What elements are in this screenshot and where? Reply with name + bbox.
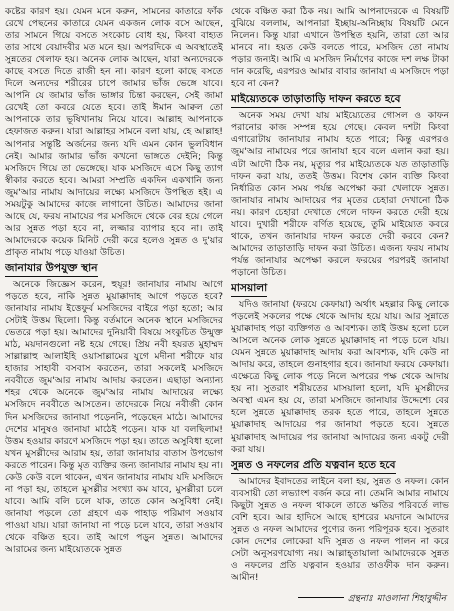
paragraph: কষ্টের কারণ হয়। যেমন মনে করুন, সামনের কাতারে ফাঁক রেখে পেছনের কাতারে যেমন একজন লোক বসে আছেন, তার সামনে গিয়ে বসতে সংকোচ বোধ হয়, কিংবা বাহ্যত তার সাথে বেয়াদবীর মত মনে হয়। অপরদিকে এ অবস্থাতেই সুন্নতের খেলাফ হয়। অনেক লোক আছেন, যারা অন্যদেরকে কাছে বসতে দিতে রাজী হন না। কারণ হলো কাছে বসতে দিলে অন্যদের শরীরের চাপে জামার ভাঁজ ভেঙ্গে যাবে। আপনি যে জামার ভাঁজ ভাঙ্গার চিন্তা করছেন, সেই জামা রেখেই তো কবরে যেতে হবে। তাই ঈমান আক্বল তো আপনাকে তার ভূষিখানায় নিয়ে যাবে। আল্লাহ আপনাকে হেফাজত করুন। যারা আল্লাহর সামনে বলা যায়, হে আল্লাহ! আপনার সন্তুষ্টি অর্জনের জন্য যদি এমন কোন ভুলবিধান নেই। আমার জামার ভাঁজ কখনো ভাঙ্গতে দেইনি; কিন্তু মসজিদে গিয়ে তা ভেঙ্গেছে। যাক মসজিদে এসে কিছু ত্যাগ স্বীকার করতে হবে। আমরা সম্প্রতি একদিন একখানি জন্য জুম'আর নামায আদায়ের লক্ষ্যে মসজিদে উপস্থিত হই। এ সময়টুকু আমাদের কাজে লাগানো উচিত। আমাদের জানা আছে যে, ফরয নামাযের পর মসজিদে থেকে বের হয়ে গেলে আর সুন্নত পড়া হবে না, লজ্জার ব্যাপার হবে না। তাই আমাদেরকে কয়েক মিনিট দেরী করে হলেও সুন্নত ও দু'য়ার প্রাকৃত নামায পড়ে যাওয়া উচিত।: [5, 6, 223, 258]
paragraph: আমাদের ইবাদতের লাইনে বলা হয়, সুন্নত ও নফল। কোন ব্যবসায়ী তো লভ্যাংশ বর্জন করে না। তেমনি আমার নামাযে কিছুটা সুন্নত ও নফল থাকলে তাতে ক্ষতির পরিবর্তে লাভ বেশি হবে। আর হাদিসে আছে হাশরের ময়দানে আমাদের সুন্নত ও নফল আমাদের পুণ্যের জন্য পরিপূরক হবে। সুতরাং কোন দেশের লোকেরা যদি সুন্নত ও নফল পালন না করে সেটা অনুসরণযোগ্য নয়। আল্লাহ্তায়ালা আমাদেরকে সুন্নত ও নফলের প্রতি যত্নবান হওয়ার তাওফীক দান করুন। আমীন!: [231, 475, 449, 583]
article-columns: [5, 6, 449, 591]
paragraph: অনেকে জিজ্ঞেস করেন, হুযূর! জানাযার নামায আগে পড়তে হবে, নাকি সুন্নত মুয়াক্কাদাহ আগে পড়তে হবে? জানাযার নামায ইত্তেফুর্ব মসজিদের বাইরে পড়া হতো; আর সেটাই উত্তম ছিলো। কিন্তু বর্তমানে অনেক স্থানে মসজিদের ভেতরে পড়া হয়। আমাদের দুনিয়াবী বিষয়ে সংকুচিত উন্মুক্ত মাঠ, ময়দানগুলো নষ্ট হয়ে গেছে। প্রিয় নবী হযরত মুহাম্মদ সাল্লাল্লাহু আলাইহি ওয়াসাল্লামের যুগে মদীনা শরীফে যার হাজার সাহাবী বসবাস করতেন, তারা সকলেই মসজিদে নববীতে জুম'আর নামায আদায় করতেন। এছাড়া অন্যান্য শহর থেকে অনেকে জুম'আর নামায আদায়ের লক্ষ্যে মসজিদে নববীতে আসতেন। তাদেরকে নিয়ে নবীজী কোন দিন মসজিদের জানাযা পড়েননি, পড়েছেন মাঠে। আমাদের দেশের মানুষও জানাযা মাঠেই পড়েন। যাক যা বলছিলাম! উত্তম হওয়ার কারণে মসজিদে পড়া হয়। তাতে অসুবিধা হলো যখন মুসল্লীদের আরাম হয়, তারা জানাযার বাতাস উপভোগ করতে পারেন। কিন্তু মৃত ব্যক্তির জন্য জানাযার নামায হয় না। কেউ কেউ বলে থাকেন, এখন জানাযার নামায যদি মসজিদে না পড়া হয়, তাহলে মুসল্লীর সংখ্যা কম যাবে, মুসল্লীরা চলে যাবে। আমি বলি চলে যাক, তাতে কোন অসুবিধা নেই। জানাযা পড়লে তো গ্রহণে এক পাহাড় পরিমাণ সওয়াব পাওয়া যায়। যারা জানাযা না পড়ে চলে যাবে, তারা সওয়াব থেকে বঞ্চিত হবে। তাই আগে পড়ুন সুন্নত। আমাদের আরামের জন্য মাইয়্যেতকে সুন্নত: [5, 278, 223, 556]
paragraph: যদিও জানাযা (ফরযে কেফায়া) অর্থাৎ মহল্লার কিছু লোকে পড়লেই সকলের পক্ষে থেকে আদায় হয়ে যায়। আর সুন্নাতে মুয়াক্কাদাহ পড়া ব্যক্তিগত ও আবশ্যক। তাই উত্তম হলো চলে আসলে অনেক লোক সুন্নতে মুয়াক্কাদাহ না পড়ে চলে যায়। যেমন সুন্নতে মুয়াক্কাদাহ আদায় করা আবশ্যক, যদি কেউ না আদায় করে, তাহলে গুনাহগার হবে। জানাযা ফরযে কেফায়া। এক্ষেত্রে কিছু লোক পড়ে নিলে অপরের পক্ষ থেকে আদায় হয় না। সুতরাং শরীয়তের মাসয়ালা হলো, যদি মুসল্লীদের অবস্থা এমন হয় যে, তারা মসজিদে জানাযার উদ্দেশ্যে বের হলে সুন্নতে মুয়াক্কাদাহ তরক হতে পারে, তাহলে সুন্নতে মুয়াক্কাদাহ আদায়ের পর জানাযা পড়তে হবে। সুন্নতে মুয়াক্কাদাহ আদায়ের পর জানাযা আদায়ের জন্য একটু দেরী করা যায়।: [231, 298, 449, 455]
section-heading: জানাযার উপযুক্ত স্থান: [5, 262, 98, 277]
section-heading: মাইয়্যেতকে তাড়াতাড়ি দাফন করতে হবে: [231, 93, 401, 108]
section-heading: সুন্নত ও নফলের প্রতি যত্নবান হতে হবে: [231, 459, 396, 474]
byline-prefix: গ্রন্থনাঃ: [347, 594, 373, 604]
byline-rule: [298, 597, 344, 598]
right-column: [231, 6, 449, 591]
author-byline: [298, 593, 446, 605]
section-heading: মাসয়ালা: [231, 282, 267, 297]
paragraph: অনেক সময় দেখা যায় মাইয়্যেতের গোসল ও কাফন পরানোর কাজ সম্পন্ন হয়ে গেছে। কেবল দশটা কিংবা এগারোটায় জানাযার নামায হতে পারে; কিন্তু এরপরও জুম'আর নামাযের পরে জানাযা হবে বলে এলান করা হয়। এটা আদৌ ঠিক নয়, মৃত্যুর পর মাইয়্যেতকে যত তাড়াতাড়ি দাফন করা যায়, ততই উত্তম। বিশেষ কোন ব্যক্তি কিংবা নির্ধারিত কোন সময় পর্যন্ত অপেক্ষা করা খেলাফে সুন্নত। জানাযার নামায আদায়ের পর মৃতের চেহারা দেখানো ঠিক নয়। কারণ চেহারা দেখাতে গেলে দাফন করতে দেরী হয়ে যাবে। দুখারী শরীফে বর্ণিত হয়েছে, তুমি মাইয়্যেত কবরে থাকে, তখন জানাযার দাফন করতে দেরী করবে কেন? আমাদের তাড়াতাড়ি দাফন করা উচিত। এজন্য ফরয নামায পর্যন্ত জানাযার অপেক্ষা করলে ফরয়ের পরপরই জানাযা পড়ানো উচিত।: [231, 110, 449, 278]
author-name: মাওলানা শিহাবুদ্দীন: [376, 594, 446, 604]
paragraph: থেকে বঞ্চিত করা ঠিক নয়। আমি আপনাদেরকে এ বিষয়টি বুঝিয়ে বললাম, আপনারা ইচ্ছায়-অনিচ্ছায় বিষয়টি মেনে নিলেন। কিন্তু যারা এখানে উপস্থিত হয়নি, তারা তো আর মানবে না। হয়ত কেউ বলতে পারে, মসজিদ তো নামায পড়ার জন্যই। আমি এ মসজিদ নির্মাণের কাজে দশ লক্ষ টাকা দান করেছি, এরপরও আমার বাবার জানাযা এ মসজিদে পড়া হবে না কেন?: [231, 6, 449, 90]
left-column: [5, 6, 223, 591]
